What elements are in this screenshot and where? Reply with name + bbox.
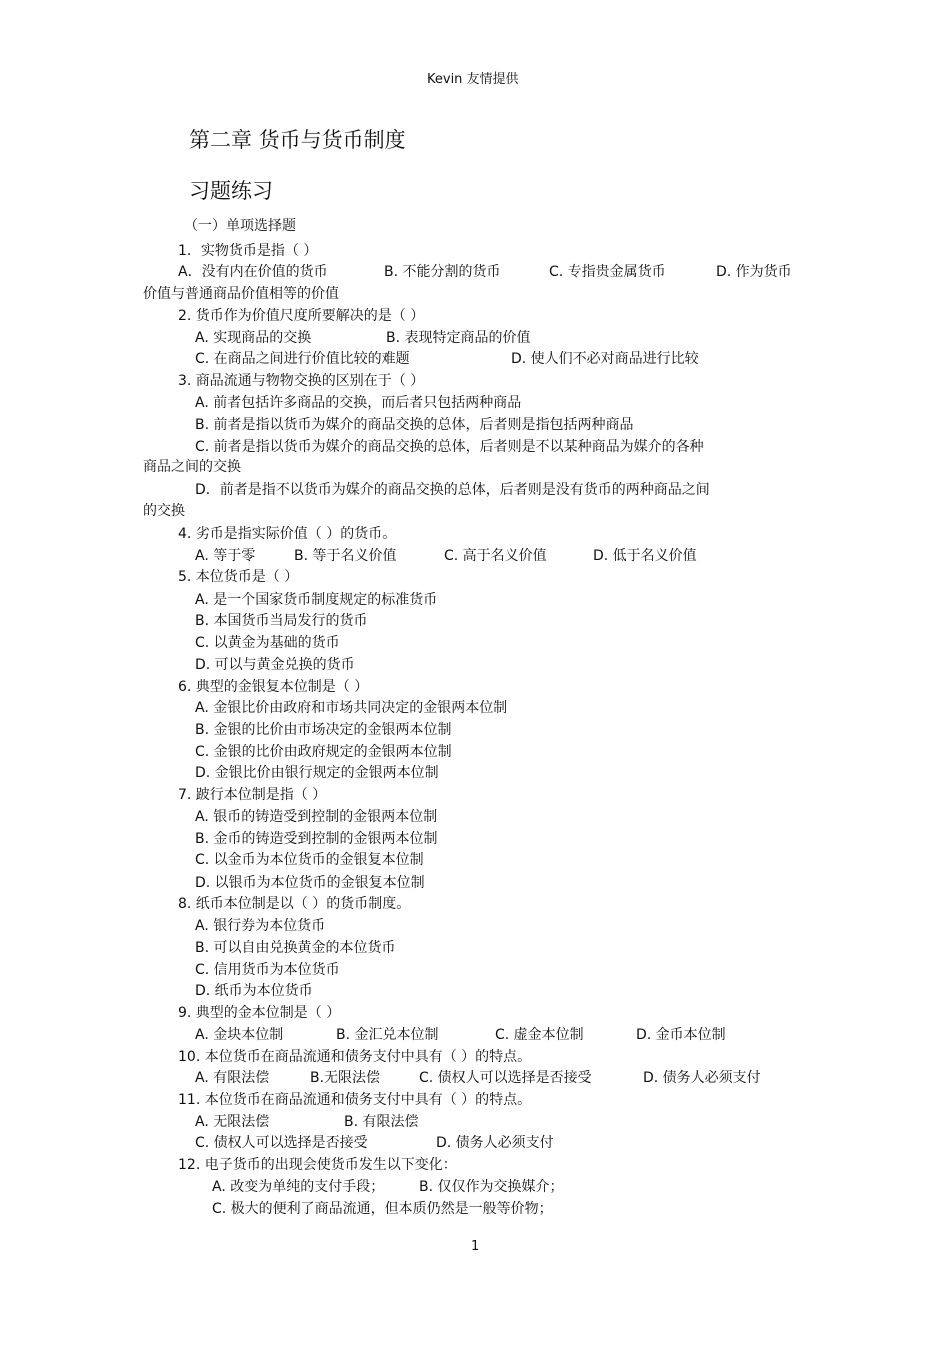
q8-option-b: B. 可以自由兑换黄金的本位货币 <box>195 940 396 956</box>
q7-option-b: B. 金币的铸造受到控制的金银两本位制 <box>195 831 438 847</box>
question-1: 1．实物货币是指（ ） <box>178 243 318 259</box>
q1-option-c: C. 专指贵金属货币 <box>549 264 666 280</box>
q9-option-a: A. 金块本位制 <box>195 1027 284 1043</box>
q2-option-c: C. 在商品之间进行价值比较的难题 <box>195 351 410 367</box>
question-type-label: （一）单项选择题 <box>184 218 296 234</box>
question-6: 6. 典型的金银复本位制是（ ） <box>178 679 369 695</box>
q11-option-c: C. 债权人可以选择是否接受 <box>195 1135 368 1151</box>
question-9: 9. 典型的金本位制是（ ） <box>178 1005 341 1021</box>
q4-option-b: B. 等于名义价值 <box>294 548 397 564</box>
q1-option-d-continued: 价值与普通商品价值相等的价值 <box>143 286 339 302</box>
q12-option-c: C. 极大的便利了商品流通，但本质仍然是一般等价物； <box>212 1201 553 1217</box>
q10-option-b: B.无限法偿 <box>310 1070 381 1086</box>
q11-option-d: D. 债务人必须支付 <box>436 1135 554 1151</box>
q4-option-c: C. 高于名义价值 <box>444 548 547 564</box>
q6-option-d: D. 金银比价由银行规定的金银两本位制 <box>195 765 439 781</box>
q7-option-c: C. 以金币为本位货币的金银复本位制 <box>195 852 424 868</box>
q5-option-b: B. 本国货币当局发行的货币 <box>195 613 368 629</box>
q10-option-c: C. 债权人可以选择是否接受 <box>419 1070 592 1086</box>
q1-option-a: A．没有内在价值的货币 <box>178 264 328 280</box>
q12-option-b: B. 仅仅作为交换媒介； <box>419 1179 564 1195</box>
page-header: Kevin 友情提供 <box>427 72 519 87</box>
q12-option-a: A. 改变为单纯的支付手段； <box>212 1179 385 1195</box>
q2-option-a: A. 实现商品的交换 <box>195 330 312 346</box>
chapter-title: 第二章 货币与货币制度 <box>189 128 406 152</box>
q8-option-d: D. 纸币为本位货币 <box>195 983 313 999</box>
q3-option-c-continued: 商品之间的交换 <box>143 459 241 475</box>
q3-option-d: D．前者是指不以货币为媒介的商品交换的总体，后者则是没有货币的两种商品之间 <box>195 482 710 498</box>
q3-option-d-continued: 的交换 <box>143 503 185 519</box>
q2-option-d: D. 使人们不必对商品进行比较 <box>511 351 699 367</box>
q4-option-d: D. 低于名义价值 <box>593 548 697 564</box>
q2-option-b: B. 表现特定商品的价值 <box>386 330 531 346</box>
q3-option-b: B. 前者是指以货币为媒介的商品交换的总体，后者则是指包括两种商品 <box>195 417 634 433</box>
q6-option-c: C. 金银的比价由政府规定的金银两本位制 <box>195 744 452 760</box>
q7-option-a: A. 银币的铸造受到控制的金银两本位制 <box>195 809 438 825</box>
q3-option-a: A. 前者包括许多商品的交换，而后者只包括两种商品 <box>195 395 522 411</box>
q6-option-b: B. 金银的比价由市场决定的金银两本位制 <box>195 722 452 738</box>
q1-option-b: B. 不能分割的货币 <box>384 264 501 280</box>
q11-option-b: B. 有限法偿 <box>344 1114 419 1130</box>
q6-option-a: A. 金银比价由政府和市场共同决定的金银两本位制 <box>195 700 508 716</box>
q10-option-a: A. 有限法偿 <box>195 1070 270 1086</box>
question-3: 3. 商品流通与物物交换的区别在于（ ） <box>178 373 425 389</box>
q8-option-a: A. 银行券为本位货币 <box>195 918 326 934</box>
question-12: 12. 电子货币的出现会使货币发生以下变化： <box>178 1157 457 1173</box>
q10-option-d: D. 债务人必须支付 <box>643 1070 761 1086</box>
q5-option-c: C. 以黄金为基础的货币 <box>195 635 340 651</box>
question-7: 7. 跛行本位制是指（ ） <box>178 787 327 803</box>
q7-option-d: D. 以银币为本位货币的金银复本位制 <box>195 875 425 891</box>
page-number: 1 <box>471 1239 480 1254</box>
question-10: 10. 本位货币在商品流通和债务支付中具有（ ）的特点。 <box>178 1049 532 1065</box>
q9-option-b: B. 金汇兑本位制 <box>336 1027 439 1043</box>
q5-option-d: D. 可以与黄金兑换的货币 <box>195 657 355 673</box>
q11-option-a: A. 无限法偿 <box>195 1114 270 1130</box>
q9-option-d: D. 金币本位制 <box>636 1027 726 1043</box>
q5-option-a: A. 是一个国家货币制度规定的标准货币 <box>195 592 438 608</box>
question-2: 2. 货币作为价值尺度所要解决的是（ ） <box>178 308 425 324</box>
question-5: 5. 本位货币是（ ） <box>178 569 299 585</box>
question-4: 4. 劣币是指实际价值（ ）的货币。 <box>178 526 397 542</box>
q9-option-c: C. 虚金本位制 <box>495 1027 584 1043</box>
q3-option-c: C. 前者是指以货币为媒介的商品交换的总体，后者则是不以某种商品为媒介的各种 <box>195 439 704 455</box>
section-title: 习题练习 <box>189 179 273 203</box>
question-11: 11. 本位货币在商品流通和债务支付中具有（ ）的特点。 <box>178 1092 532 1108</box>
q1-option-d: D. 作为货币 <box>716 264 792 280</box>
question-8: 8. 纸币本位制是以（ ）的货币制度。 <box>178 896 411 912</box>
q8-option-c: C. 信用货币为本位货币 <box>195 962 340 978</box>
q4-option-a: A. 等于零 <box>195 548 256 564</box>
